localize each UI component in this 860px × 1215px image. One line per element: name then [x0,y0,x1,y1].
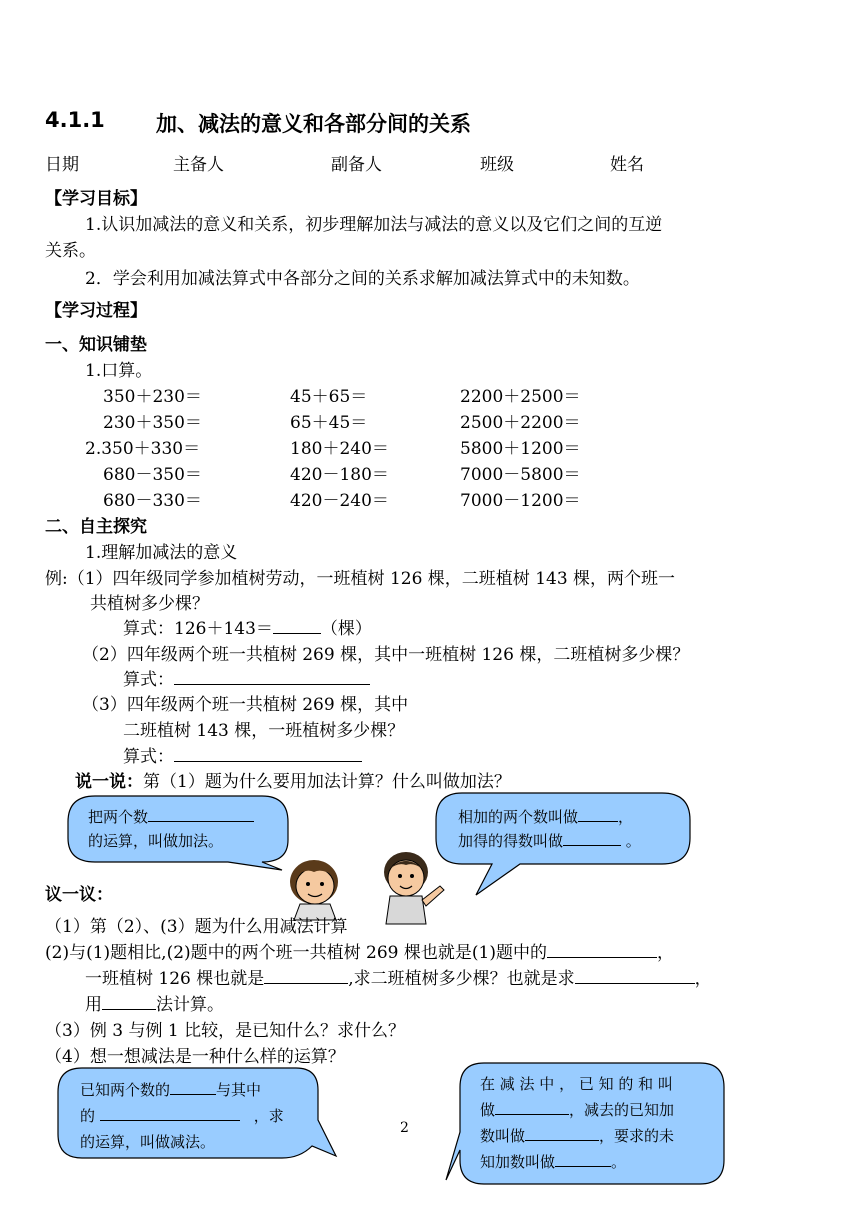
unit-text: （棵） [320,619,372,639]
answer-blank[interactable] [170,1078,216,1095]
say-text: 第（1）题为什么要用加法计算？什么叫做加法？ [143,772,511,792]
calc-cell: 230＋350＝ [103,413,202,433]
lesson-number: 4.1.1 [45,108,105,132]
page-number: 2 [400,1120,409,1136]
section-1-heading: 一、知识铺垫 [45,335,147,355]
answer-blank[interactable] [102,993,156,1010]
process-heading: 【学习过程】 [45,301,147,321]
example-3-line-1: （3）四年级两个班一共植树 269 棵，其中 [82,695,409,715]
bubble-3-line-3: 的运算，叫做减法。 [80,1133,216,1151]
answer-blank[interactable] [264,967,348,984]
field-class: 班级 [480,155,514,175]
discuss-q2-line-2: 一班植树 126 棵也就是 ,求二班植树多少棵？也就是求 ， [85,969,712,989]
calc-cell: 2.350＋330＝ [85,439,201,459]
calc-cell: 2200＋2500＝ [460,387,581,407]
answer-blank[interactable] [555,1150,611,1167]
field-name: 姓名 [610,155,644,175]
calc-cell: 7000－1200＝ [460,491,581,511]
answer-blank[interactable] [100,1104,240,1121]
formula-label: 算式： [123,747,174,767]
answer-blank[interactable] [575,967,695,984]
calc-cell: 680－330＝ [103,491,202,511]
example-2: （2）四年级两个班一共植树 269 棵，其中一班植树 126 棵，二班植树多少棵？ [82,645,690,665]
say-label: 说一说： [75,772,143,792]
cartoon-boy-illustration [384,852,444,924]
answer-blank[interactable] [563,829,621,846]
bubble-4-line-3: 数叫做 ，要求的未 [480,1124,674,1148]
calc-cell: 7000－5800＝ [460,465,581,485]
calc-cell: 680－350＝ [103,465,202,485]
bubble-3-line-2: 的 ，求 [80,1104,284,1128]
goal-2: 2．学会利用加减法算式中各部分之间的关系求解加减法算式中的未知数。 [85,269,640,289]
goal-1-line-2: 关系。 [45,241,96,261]
page-title: 加、减法的意义和各部分间的关系 [156,112,471,136]
example-3-line-2: 二班植树 143 棵，一班植树多少棵？ [123,721,405,741]
formula-label: 算式： [123,670,174,690]
discuss-q3: （3）例 3 与例 1 比较，是已知什么？求什么？ [45,1021,406,1041]
cartoon-girl-illustration [290,860,338,920]
bubble-3-line-1: 已知两个数的 与其中 [80,1078,261,1102]
example-1-line-1: 例:（1）四年级同学参加植树劳动，一班植树 126 棵，二班植树 143 棵，两个班一 [45,569,676,589]
calc-cell: 2500＋2200＝ [460,413,581,433]
answer-blank[interactable] [578,805,618,822]
field-assistant-preparer: 副备人 [331,155,382,175]
goal-1-line-1: 1.认识加减法的意义和关系，初步理解加法与减法的意义以及它们之间的互逆 [85,215,663,235]
calc-cell: 420－240＝ [290,491,389,511]
bubble-1-line-2: 的运算，叫做加法。 [88,832,224,850]
field-main-preparer: 主备人 [173,155,224,175]
section-2-heading: 二、自主探究 [45,517,147,537]
bubble-4-line-2: 做 ，减去的已知加 [480,1098,674,1122]
goals-heading: 【学习目标】 [45,189,147,209]
bubble-4-line-1: 在 减 法 中 ， 已 知 的 和 叫 [480,1075,673,1093]
bubble-1-line-1: 把两个数 [88,805,254,829]
section-2-sub: 1.理解加减法的意义 [85,543,238,563]
calc-cell: 5800＋1200＝ [460,439,581,459]
example-1-line-2: 共植树多少棵？ [90,594,209,614]
answer-blank[interactable] [547,941,657,958]
answer-blank[interactable] [525,1124,599,1141]
calc-cell: 45＋65＝ [290,387,368,407]
discuss-q1: （1）第（2）、(3）题为什么用减法计算 [45,917,348,937]
calc-cell: 420－180＝ [290,465,389,485]
answer-blank[interactable] [495,1098,569,1115]
calc-cell: 350＋230＝ [103,387,202,407]
answer-blank[interactable] [148,805,254,822]
discuss-q2-line-1: (2)与(1)题相比,(2)题中的两个班一共植树 269 棵也就是(1)题中的 ， [45,943,674,963]
bubble-2-line-2: 加得的得数叫做 。 [458,829,641,853]
field-date: 日期 [45,155,79,175]
calc-cell: 65＋45＝ [290,413,368,433]
calc-cell: 180＋240＝ [290,439,389,459]
discuss-heading: 议一议： [45,885,113,905]
bubble-2-line-1: 相加的两个数叫做 ， [458,805,633,829]
mental-math-label: 1.口算。 [85,361,153,381]
discuss-q4: （4）想一想减法是一种什么样的运算？ [45,1047,345,1067]
formula-text: 算式：126＋143＝ [123,619,273,639]
discuss-q2-line-3: 用 法计算。 [85,995,224,1015]
bubble-4-line-4: 知加数叫做 。 [480,1150,626,1174]
